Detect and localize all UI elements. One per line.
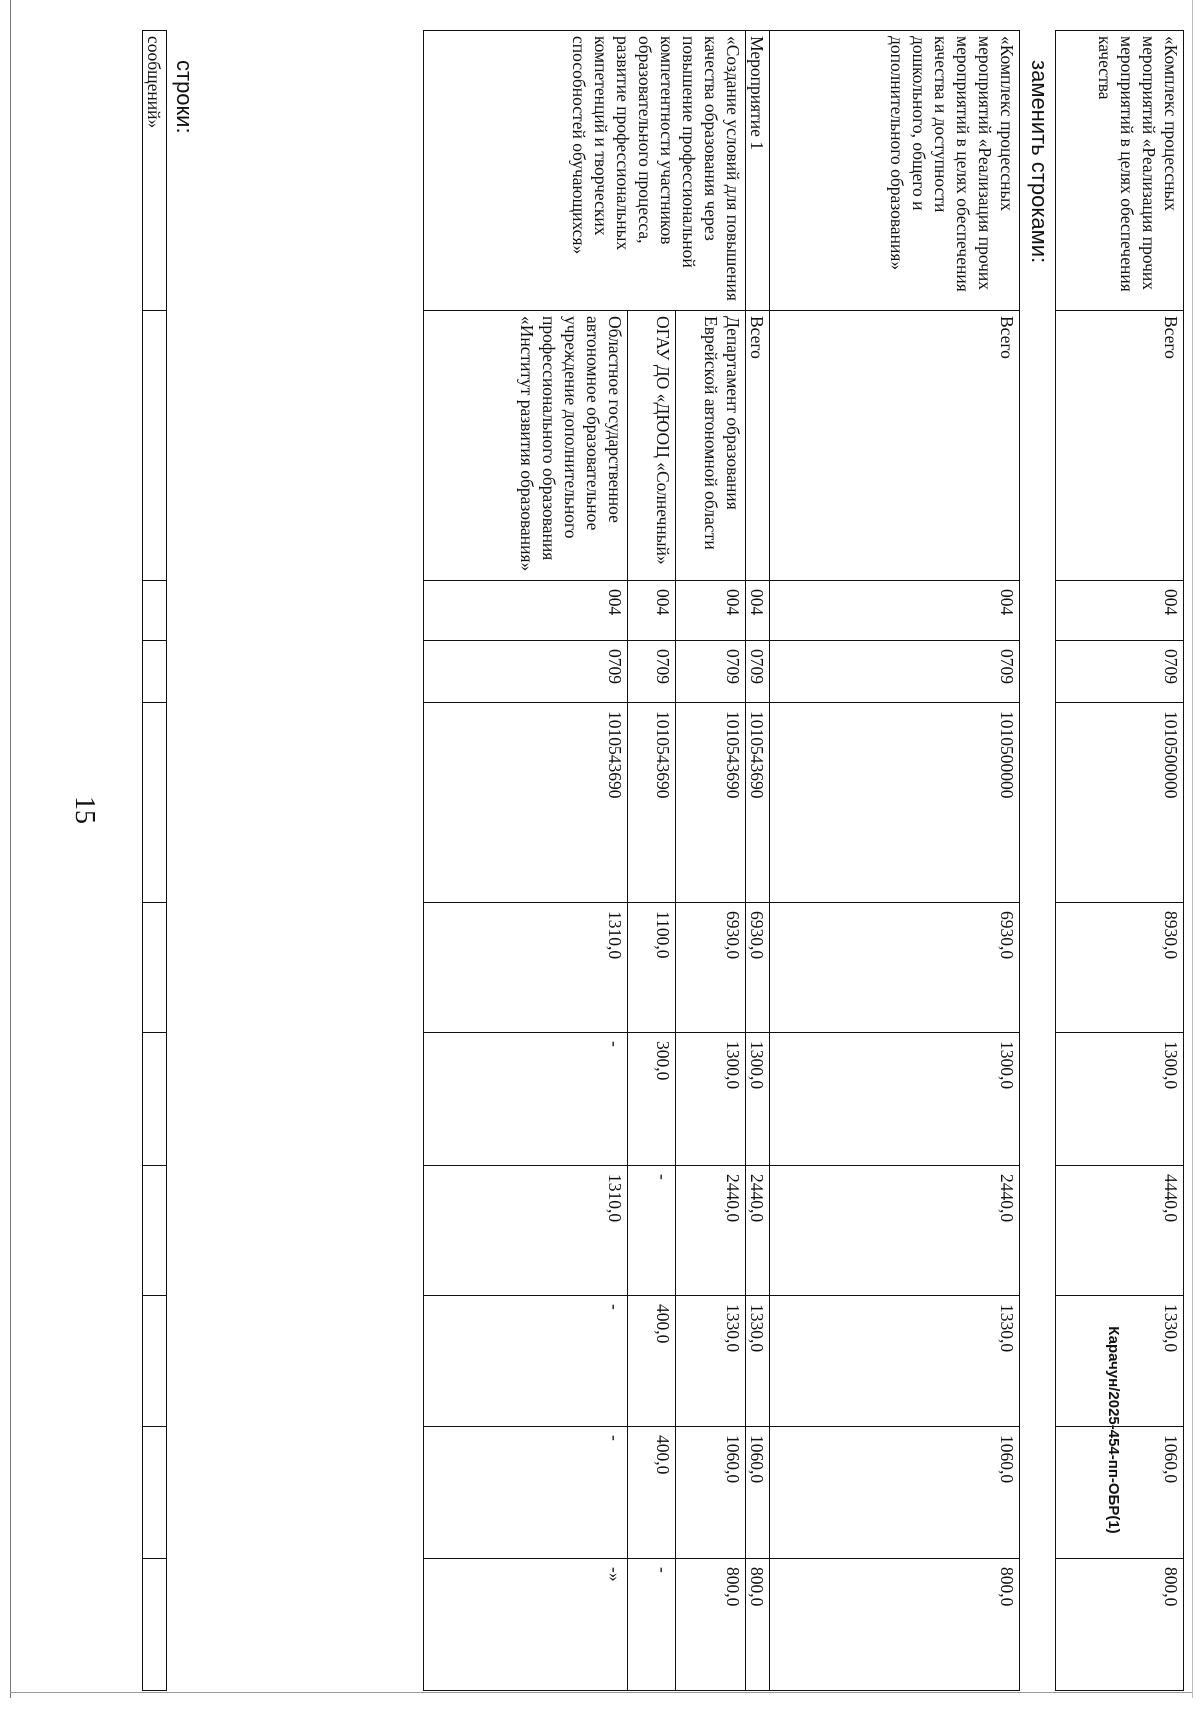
row-grbs: 004 bbox=[628, 581, 676, 641]
row-rz: 0709 bbox=[424, 641, 628, 703]
replacement-table bbox=[1055, 30, 1184, 1691]
document-code: Карачун/2025-454-пп-ОБР(1) bbox=[1105, 1326, 1122, 1534]
replace-label: заменить строками: bbox=[1027, 60, 1052, 264]
row-grbs: 004 bbox=[1056, 581, 1184, 641]
row-rz: 0709 bbox=[746, 641, 770, 703]
row-csr: 1010543690 bbox=[628, 703, 676, 903]
row-year-3: 400,0 bbox=[628, 1296, 676, 1427]
row-year-5: 800,0 bbox=[770, 1559, 1020, 1691]
row-name: «Комплекс процессных мероприятий «Реализация прочих мероприятий в целях обеспечения качества и доступности дошкольного, общего и дополнительного образования» bbox=[770, 31, 1020, 311]
row-grbs: 004 bbox=[770, 581, 1020, 641]
table-row bbox=[676, 31, 746, 1691]
row-total: 6930,0 bbox=[676, 903, 746, 1033]
row-name: Мероприятие 1 bbox=[746, 31, 770, 311]
page-number: 15 bbox=[69, 796, 100, 824]
row-year-5: - bbox=[628, 1559, 676, 1691]
row-year-2: 1310,0 bbox=[424, 1166, 628, 1296]
row-year-2: 2440,0 bbox=[770, 1166, 1020, 1296]
row-rz: 0709 bbox=[1056, 641, 1184, 703]
row-year-3: 1330,0 bbox=[746, 1296, 770, 1427]
previous-table-fragment bbox=[142, 30, 167, 1691]
row-year-4: 1060,0 bbox=[746, 1427, 770, 1559]
row-year-4: 1060,0 bbox=[770, 1427, 1020, 1559]
table-row bbox=[746, 31, 770, 1691]
row-grbs: 004 bbox=[746, 581, 770, 641]
row-year-4: 1060,0 bbox=[1056, 1427, 1184, 1559]
row-total: 6930,0 bbox=[746, 903, 770, 1033]
row-year-4: - bbox=[424, 1427, 628, 1559]
row-year-5: 800,0 bbox=[676, 1559, 746, 1691]
row-name: «Комплекс процессных мероприятий «Реализация прочих мероприятий в целях обеспечения качества bbox=[1056, 31, 1184, 311]
row-year-3: - bbox=[424, 1296, 628, 1427]
row-year-1: 300,0 bbox=[628, 1033, 676, 1166]
row-csr: 1010543690 bbox=[676, 703, 746, 903]
row-year-3: 1330,0 bbox=[1056, 1296, 1184, 1427]
row-year-3: 1330,0 bbox=[770, 1296, 1020, 1427]
row-total: 1100,0 bbox=[628, 903, 676, 1033]
row-grbs: 004 bbox=[424, 581, 628, 641]
row-year-2: 2440,0 bbox=[676, 1166, 746, 1296]
rows-table bbox=[423, 30, 1020, 1691]
row-csr: 1010543690 bbox=[746, 703, 770, 903]
row-year-1: 1300,0 bbox=[770, 1033, 1020, 1166]
row-rz: 0709 bbox=[770, 641, 1020, 703]
row-year-5: 800,0 bbox=[746, 1559, 770, 1691]
row-year-5: 800,0 bbox=[1056, 1559, 1184, 1691]
row-year-1: - bbox=[424, 1033, 628, 1166]
row-csr: 1010500000 bbox=[770, 703, 1020, 903]
row-csr: 1010543690 bbox=[424, 703, 628, 903]
row-year-4: 1060,0 bbox=[676, 1427, 746, 1559]
row-executor: Всего bbox=[770, 311, 1020, 581]
row-executor: Всего bbox=[746, 311, 770, 581]
row-year-2: 2440,0 bbox=[746, 1166, 770, 1296]
row-year-1: 1300,0 bbox=[676, 1033, 746, 1166]
row-year-1: 1300,0 bbox=[1056, 1033, 1184, 1166]
row-year-3: 1330,0 bbox=[676, 1296, 746, 1427]
table-row bbox=[1056, 31, 1184, 1691]
row-year-5: -» bbox=[424, 1559, 628, 1691]
row-executor: Департамент образования Еврейской автономной области bbox=[676, 311, 746, 581]
row-total: 6930,0 bbox=[770, 903, 1020, 1033]
row-executor: Областное государственное автономное образовательное учреждение дополнительного профессионального образования «Институт развития образования» bbox=[424, 311, 628, 581]
row-rz: 0709 bbox=[628, 641, 676, 703]
row-executor: Всего bbox=[1056, 311, 1184, 581]
row-year-2: 4440,0 bbox=[1056, 1166, 1184, 1296]
row-total: 1310,0 bbox=[424, 903, 628, 1033]
row-total: 8930,0 bbox=[1056, 903, 1184, 1033]
row-executor: ОГАУ ДО «ДЮОЦ «Солнечный» bbox=[628, 311, 676, 581]
row-csr: 1010500000 bbox=[1056, 703, 1184, 903]
measure-name: «Создание условий для повышения качества образования через повышение профессиональной компетентности участников образовательного процесса, развитие профессиональных компетенций и творческих способностей обучающихся» bbox=[424, 31, 746, 311]
row-year-4: 400,0 bbox=[628, 1427, 676, 1559]
table-row bbox=[770, 31, 1020, 1691]
row-year-2: - bbox=[628, 1166, 676, 1296]
row-grbs: 004 bbox=[676, 581, 746, 641]
row-year-1: 1300,0 bbox=[746, 1033, 770, 1166]
rows-label: строки: bbox=[172, 60, 197, 134]
row-rz: 0709 bbox=[676, 641, 746, 703]
fragment-cell: сообщений» bbox=[143, 31, 167, 311]
